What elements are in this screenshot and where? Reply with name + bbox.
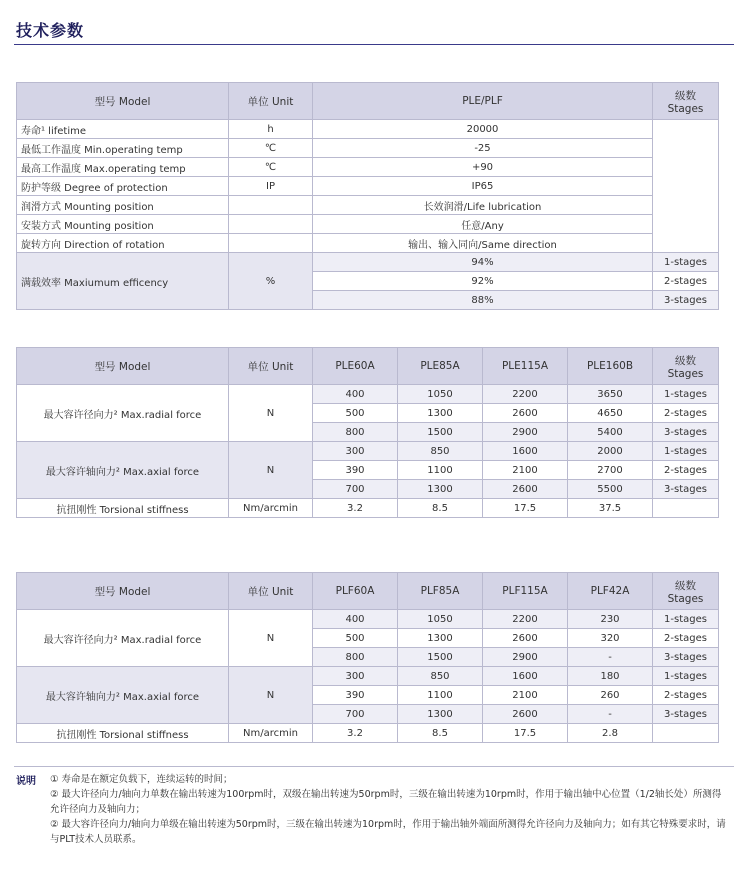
- cell: 2.8: [568, 724, 653, 743]
- radial-label: 最大容许径向力² Max.radial force: [17, 610, 229, 667]
- row-value: 长效润滑/Life lubrication: [313, 196, 653, 215]
- stage-cell: 1-stages: [653, 667, 719, 686]
- row-value: IP65: [313, 177, 653, 196]
- row-label: 最高工作温度 Max.operating temp: [17, 158, 229, 177]
- row-unit: h: [229, 120, 313, 139]
- cell: 260: [568, 686, 653, 705]
- cell: 37.5: [568, 499, 653, 518]
- efficiency-stage: 3-stages: [653, 291, 719, 310]
- cell: 1050: [398, 610, 483, 629]
- efficiency-stage: 2-stages: [653, 272, 719, 291]
- cell: 2000: [568, 442, 653, 461]
- axial-label: 最大容许轴向力² Max.axial force: [17, 442, 229, 499]
- cell: 2700: [568, 461, 653, 480]
- note-2: ② 最大许径向力/轴向力单数在输出转速为100rpm时，双级在输出转速为50rpm时，三级在输出转速为10rpm时，作用于输出轴中心位置（1/2轴长处）所测得允许径向力及轴向力；: [50, 789, 722, 815]
- cell: 2600: [483, 480, 568, 499]
- row-unit: [229, 234, 313, 253]
- row-unit: IP: [229, 177, 313, 196]
- header-unit: 单位 Unit: [229, 83, 313, 120]
- cell: 17.5: [483, 724, 568, 743]
- row-label: 旋转方向 Direction of rotation: [17, 234, 229, 253]
- cell: 2100: [483, 461, 568, 480]
- cell: -: [568, 705, 653, 724]
- cell: 320: [568, 629, 653, 648]
- stage-cell: 2-stages: [653, 629, 719, 648]
- efficiency-value: 88%: [313, 291, 653, 310]
- header-model: 型号 Model: [17, 348, 229, 385]
- table-row: [17, 196, 719, 215]
- cell: 500: [313, 404, 398, 423]
- cell: 400: [313, 385, 398, 404]
- radial-label: 最大容许径向力² Max.radial force: [17, 385, 229, 442]
- ple-force-table: [16, 347, 719, 518]
- header-model: 型号 Model: [17, 83, 229, 120]
- row-unit: [229, 215, 313, 234]
- table-row: [17, 139, 719, 158]
- cell: 700: [313, 480, 398, 499]
- row-label: 防护等级 Degree of protection: [17, 177, 229, 196]
- cell: 1500: [398, 423, 483, 442]
- header-model-3: PLF115A: [483, 573, 568, 610]
- row-value: +90: [313, 158, 653, 177]
- cell: 2600: [483, 705, 568, 724]
- cell: 8.5: [398, 499, 483, 518]
- cell: 2200: [483, 385, 568, 404]
- notes-divider: [14, 766, 734, 767]
- stage-cell: 3-stages: [653, 480, 719, 499]
- header-model-1: PLE60A: [313, 348, 398, 385]
- stage-cell: 2-stages: [653, 461, 719, 480]
- note-3: ② 最大容许径向力/轴向力单级在输出转速为50rpm时，三级在输出转速为10rpm时，作用于输出轴外端面所测得允许径向力及轴向力；如有其它特殊要求时，请与PLT技术人员联系。: [50, 819, 726, 845]
- cell: 390: [313, 461, 398, 480]
- row-value: 任意/Any: [313, 215, 653, 234]
- cell: 500: [313, 629, 398, 648]
- row-label: 寿命¹ lifetime: [17, 120, 229, 139]
- cell: 17.5: [483, 499, 568, 518]
- stages-blank: [653, 120, 719, 253]
- header-model-4: PLE160B: [568, 348, 653, 385]
- table-row: [17, 120, 719, 139]
- row-label: 安装方式 Mounting position: [17, 215, 229, 234]
- header-model-2: PLF85A: [398, 573, 483, 610]
- cell: 850: [398, 442, 483, 461]
- axial-label: 最大容许轴向力² Max.axial force: [17, 667, 229, 724]
- stage-cell: 2-stages: [653, 686, 719, 705]
- cell: 5400: [568, 423, 653, 442]
- efficiency-label: 满载效率 Maxiumum efficency: [17, 253, 229, 310]
- cell: 400: [313, 610, 398, 629]
- cell: 180: [568, 667, 653, 686]
- cell: 800: [313, 648, 398, 667]
- cell: 230: [568, 610, 653, 629]
- stage-cell: 3-stages: [653, 705, 719, 724]
- header-model-2: PLE85A: [398, 348, 483, 385]
- table-row: [17, 442, 719, 461]
- cell: 1300: [398, 705, 483, 724]
- header-model: 型号 Model: [17, 573, 229, 610]
- stage-blank: [653, 499, 719, 518]
- cell: 2100: [483, 686, 568, 705]
- table-row: [17, 215, 719, 234]
- torsion-unit: Nm/arcmin: [229, 724, 313, 743]
- stage-cell: 1-stages: [653, 442, 719, 461]
- table-header-row: [17, 83, 719, 120]
- cell: 300: [313, 442, 398, 461]
- radial-unit: N: [229, 385, 313, 442]
- row-value: 输出、输入同向/Same direction: [313, 234, 653, 253]
- cell: 1600: [483, 667, 568, 686]
- row-value: 20000: [313, 120, 653, 139]
- cell: 3.2: [313, 724, 398, 743]
- table-row: [17, 385, 719, 404]
- header-series: PLE/PLF: [313, 83, 653, 120]
- cell: 700: [313, 705, 398, 724]
- section-title: 技术参数: [16, 21, 85, 40]
- header-model-1: PLF60A: [313, 573, 398, 610]
- table-row: [17, 177, 719, 196]
- efficiency-value: 92%: [313, 272, 653, 291]
- cell: 2900: [483, 648, 568, 667]
- efficiency-value: 94%: [313, 253, 653, 272]
- general-spec-table: [16, 82, 719, 310]
- cell: 1100: [398, 686, 483, 705]
- notes-key: 说明: [16, 776, 36, 787]
- stage-cell: 3-stages: [653, 423, 719, 442]
- cell: 5500: [568, 480, 653, 499]
- row-unit: ℃: [229, 158, 313, 177]
- table-row: [17, 234, 719, 253]
- cell: 1300: [398, 404, 483, 423]
- header-unit: 单位 Unit: [229, 573, 313, 610]
- note-1: ① 寿命是在额定负载下，连续运转的时间；: [50, 774, 233, 785]
- radial-unit: N: [229, 610, 313, 667]
- efficiency-stage: 1-stages: [653, 253, 719, 272]
- efficiency-unit: %: [229, 253, 313, 310]
- row-unit: ℃: [229, 139, 313, 158]
- table-row: [17, 724, 719, 743]
- title-divider: [14, 44, 734, 45]
- table-row: [17, 158, 719, 177]
- header-model-4: PLF42A: [568, 573, 653, 610]
- cell: 2600: [483, 629, 568, 648]
- table-header-row: [17, 573, 719, 610]
- cell: 3650: [568, 385, 653, 404]
- stage-cell: 2-stages: [653, 404, 719, 423]
- row-value: -25: [313, 139, 653, 158]
- torsion-label: 抗扭刚性 Torsional stiffness: [17, 499, 229, 518]
- cell: 1500: [398, 648, 483, 667]
- cell: 3.2: [313, 499, 398, 518]
- table-row: [17, 610, 719, 629]
- header-stages: 级数 Stages: [653, 573, 719, 610]
- cell: 1300: [398, 480, 483, 499]
- table-row: [17, 667, 719, 686]
- stage-cell: 1-stages: [653, 610, 719, 629]
- stage-cell: 3-stages: [653, 648, 719, 667]
- cell: 2600: [483, 404, 568, 423]
- table-header-row: [17, 348, 719, 385]
- cell: 4650: [568, 404, 653, 423]
- cell: 2200: [483, 610, 568, 629]
- stage-blank: [653, 724, 719, 743]
- row-label: 最低工作温度 Min.operating temp: [17, 139, 229, 158]
- axial-unit: N: [229, 667, 313, 724]
- cell: 800: [313, 423, 398, 442]
- header-stages: 级数 Stages: [653, 83, 719, 120]
- cell: -: [568, 648, 653, 667]
- plf-force-table: [16, 572, 719, 743]
- header-stages: 级数 Stages: [653, 348, 719, 385]
- cell: 8.5: [398, 724, 483, 743]
- cell: 850: [398, 667, 483, 686]
- header-unit: 单位 Unit: [229, 348, 313, 385]
- row-label: 润滑方式 Mounting position: [17, 196, 229, 215]
- cell: 1600: [483, 442, 568, 461]
- cell: 1050: [398, 385, 483, 404]
- row-unit: [229, 196, 313, 215]
- stage-cell: 1-stages: [653, 385, 719, 404]
- cell: 2900: [483, 423, 568, 442]
- axial-unit: N: [229, 442, 313, 499]
- cell: 1300: [398, 629, 483, 648]
- header-model-3: PLE115A: [483, 348, 568, 385]
- torsion-label: 抗扭刚性 Torsional stiffness: [17, 724, 229, 743]
- cell: 300: [313, 667, 398, 686]
- cell: 390: [313, 686, 398, 705]
- torsion-unit: Nm/arcmin: [229, 499, 313, 518]
- table-row: [17, 253, 719, 272]
- cell: 1100: [398, 461, 483, 480]
- table-row: [17, 499, 719, 518]
